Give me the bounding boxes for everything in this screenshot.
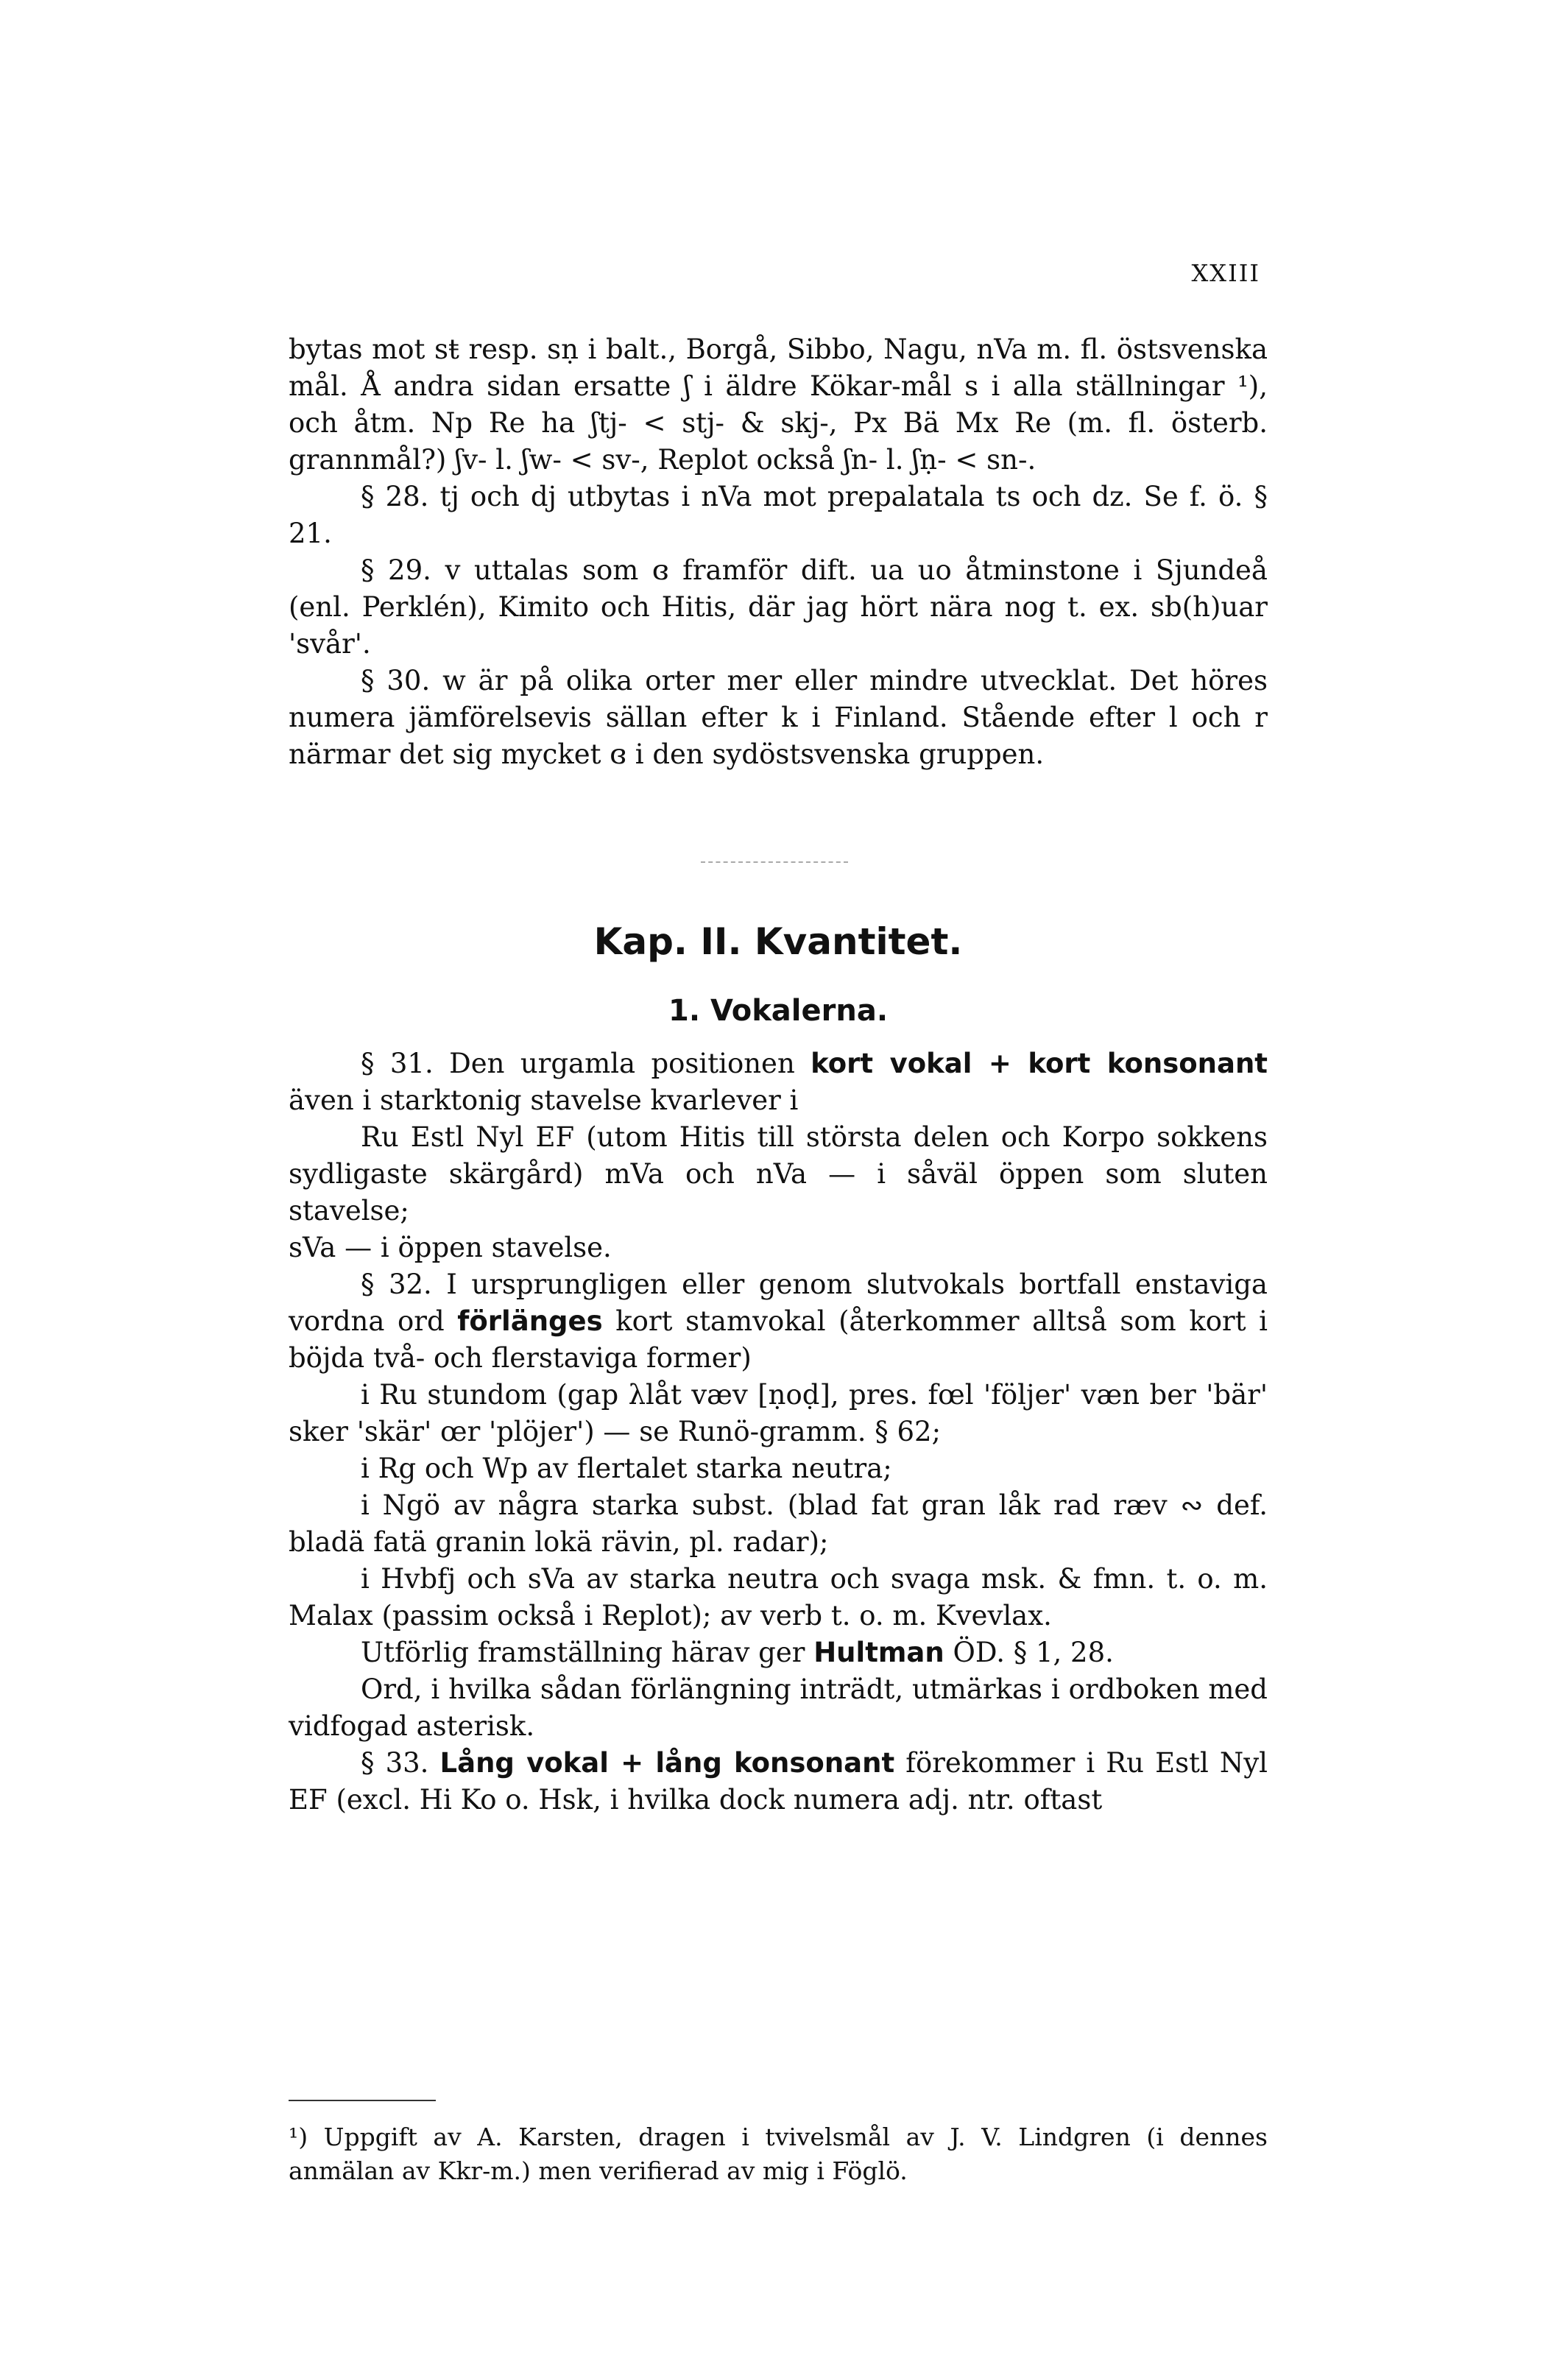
section-consonants — [289, 331, 1268, 773]
p31-start: § 31. Den urgamla positionen — [361, 1048, 811, 1079]
paragraph-32-ref — [289, 1634, 1268, 1671]
p32-ref-start: Utförlig framställning härav ger — [361, 1637, 814, 1668]
chapter-title: Kap. II. Kvantitet. — [593, 920, 963, 963]
p31-bold: kort vokal + kort konsonant — [811, 1048, 1268, 1079]
paragraph-32-note: Ord, i hvilka sådan förlängning inträdt, utmärkas i ordboken med vidfogad asterisk. — [289, 1673, 1268, 1742]
paragraph-32-ru: i Ru stundom (gap λlåt væv [ṇoḍ], pres. fœl 'följer' væn ber 'bär' sker 'skär' œr 'plöjer') — se Runö-gramm. § 62; — [289, 1379, 1268, 1447]
paragraph-30: § 30. w är på olika orter mer eller mindre utvecklat. Det höres numera jämförelsevis sällan efter k i Finland. Stående efter l och r närmar det sig mycket ɞ i den sydöstsvenska gruppen. — [289, 665, 1268, 770]
paragraph-continued: bytas mot sŧ resp. sṇ i balt., Borgå, Sibbo, Nagu, nVa m. fl. östsvenska mål. Å andra sidan ersatte ʃ i äldre Kökar-mål s i alla ställningar ¹), och åtm. Np Re ha ʃtj- < stj- & skj-, Px Bä Mx Re (m. fl. österb. grannmål?) ʃv- l. ʃw- < sv-, Replot också ʃn- l. ʃṇ- < sn-. — [289, 334, 1268, 476]
footnote-rule — [289, 2100, 436, 2101]
p31-end: även i starktonig stavelse kvarlever i — [289, 1084, 799, 1116]
paragraph-32-hvbfj: i Hvbfj och sVa av starka neutra och svaga msk. & fmn. t. o. m. Malax (passim också i Replot); av verb t. o. m. Kvevlax. — [289, 1563, 1268, 1631]
p32-start: § 32. I ursprungligen eller genom slutvokals bortfall enstaviga vordna ord — [289, 1269, 1268, 1337]
paragraph-32 — [289, 1266, 1268, 1377]
section-divider — [701, 861, 848, 863]
paragraph-31-list-1: Ru Estl Nyl EF (utom Hitis till största delen och Korpo sokkens sydligaste skärgård) mVa och nVa — i såväl öppen som sluten stavelse; — [289, 1121, 1268, 1227]
paragraph-29: § 29. v uttalas som ɞ framför dift. ua uo åtminstone i Sjundeå (enl. Perklén), Kimito och Hitis, där jag hört nära nog t. ex. sb(h)uar 'svår'. — [289, 554, 1268, 660]
paragraph-31 — [289, 1045, 1268, 1119]
p32-ref-end: ÖD. § 1, 28. — [944, 1637, 1114, 1668]
p32-end: kort stamvokal (återkommer alltså som kort i böjda två- och flerstaviga former) — [289, 1305, 1268, 1374]
p33-end: förekommer i Ru Estl Nyl EF (excl. Hi Ko o. Hsk, i hvilka dock numera adj. ntr. oftast — [289, 1747, 1268, 1816]
section-vokalerna — [289, 1045, 1268, 1818]
p32-ref-bold: Hultman — [813, 1637, 944, 1668]
section-title: 1. Vokalerna. — [668, 994, 889, 1028]
paragraph-32-rg: i Rg och Wp av flertalet starka neutra; — [361, 1453, 892, 1484]
paragraph-33 — [289, 1745, 1268, 1818]
page-number: XXIII — [1191, 259, 1260, 287]
paragraph-31-list-2: sVa — i öppen stavelse. — [289, 1232, 612, 1263]
paragraph-28: § 28. tj och dj utbytas i nVa mot prepalatala ts och dz. Se f. ö. § 21. — [289, 481, 1268, 549]
p33-start: § 33. — [361, 1747, 440, 1779]
paragraph-32-ngo: i Ngö av några starka subst. (blad fat gran låk rad ræv ∾ def. bladä fatä granin lokä rävin, pl. radar); — [289, 1489, 1268, 1558]
footnote: ¹) Uppgift av A. Karsten, dragen i tvivelsmål av J. V. Lindgren (i dennes anmälan av Kkr-m.) men verifierad av mig i Föglö. — [289, 2123, 1268, 2185]
p32-bold: förlänges — [457, 1305, 603, 1337]
p33-bold: Lång vokal + lång konsonant — [439, 1747, 895, 1779]
